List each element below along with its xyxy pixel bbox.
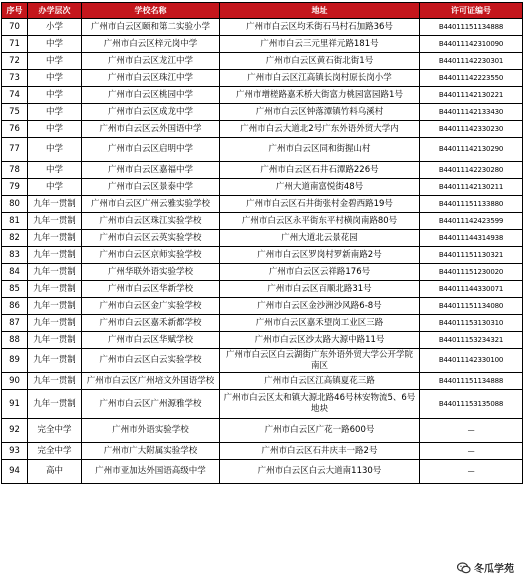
row-stage: 中学 xyxy=(28,87,82,104)
row-no: 77 xyxy=(2,138,28,162)
row-stage: 九年一贯制 xyxy=(28,315,82,332)
table-row xyxy=(2,349,523,373)
row-no: 94 xyxy=(2,460,28,484)
row-license: B44011142130211 xyxy=(420,179,523,196)
school-license-table xyxy=(1,2,523,484)
row-address: 广州市白云区广花一路600号 xyxy=(220,419,420,443)
row-no: 80 xyxy=(2,196,28,213)
row-license: B44011151134888 xyxy=(420,373,523,390)
header-stage: 办学层次 xyxy=(28,3,82,19)
row-address: 广州市白云三元里祥元路181号 xyxy=(220,36,420,53)
row-license: — xyxy=(420,419,523,443)
row-stage: 中学 xyxy=(28,162,82,179)
row-no: 90 xyxy=(2,373,28,390)
row-school-name: 广州市白云区成龙中学 xyxy=(82,104,220,121)
row-address: 广州市白云大道北2号广东外语外贸大学内 xyxy=(220,121,420,138)
table-row xyxy=(2,264,523,281)
row-no: 85 xyxy=(2,281,28,298)
row-school-name: 广州市白云区广州云雅实验学校 xyxy=(82,196,220,213)
row-stage: 中学 xyxy=(28,70,82,87)
row-school-name: 广州市白云区珠江中学 xyxy=(82,70,220,87)
row-school-name: 广州市白云区景泰中学 xyxy=(82,179,220,196)
row-no: 73 xyxy=(2,70,28,87)
table-row xyxy=(2,247,523,264)
table-row xyxy=(2,138,523,162)
row-address: 广州市白云区罗岗村罗新南路2号 xyxy=(220,247,420,264)
row-stage: 中学 xyxy=(28,104,82,121)
row-address: 广州市白云区同和街握山村 xyxy=(220,138,420,162)
table-row xyxy=(2,104,523,121)
table-row xyxy=(2,230,523,247)
table-row xyxy=(2,36,523,53)
row-school-name: 广州市白云区广州培文外国语学校 xyxy=(82,373,220,390)
row-address: 广州市白云区永平街东平村横岗南路80号 xyxy=(220,213,420,230)
row-address: 广州市白云区白云大道南1130号 xyxy=(220,460,420,484)
header-no: 序号 xyxy=(2,3,28,19)
row-stage: 九年一贯制 xyxy=(28,281,82,298)
row-school-name: 广州华联外语实验学校 xyxy=(82,264,220,281)
table-row xyxy=(2,121,523,138)
row-stage: 中学 xyxy=(28,36,82,53)
header-address: 地址 xyxy=(220,3,420,19)
table-row xyxy=(2,196,523,213)
row-license: B44011151134080 xyxy=(420,298,523,315)
row-address: 广州市白云区云祥路176号 xyxy=(220,264,420,281)
row-address: 广州市白云区均禾街石马村石加路36号 xyxy=(220,19,420,36)
row-no: 89 xyxy=(2,349,28,373)
watermark-text: 冬瓜学苑 xyxy=(474,564,514,575)
row-license: B44011151133880 xyxy=(420,196,523,213)
table-row xyxy=(2,281,523,298)
table-row xyxy=(2,179,523,196)
row-stage: 中学 xyxy=(28,138,82,162)
row-stage: 九年一贯制 xyxy=(28,213,82,230)
row-license: B44011144314938 xyxy=(420,230,523,247)
row-address: 广州市白云区太和镇大源北路46号林安物流5、6号地块 xyxy=(220,390,420,419)
table-row xyxy=(2,443,523,460)
row-no: 75 xyxy=(2,104,28,121)
row-license: B44011153234321 xyxy=(420,332,523,349)
row-stage: 九年一贯制 xyxy=(28,298,82,315)
header-license: 许可证编号 xyxy=(420,3,523,19)
table-row xyxy=(2,87,523,104)
row-stage: 九年一贯制 xyxy=(28,373,82,390)
table-row xyxy=(2,70,523,87)
row-license: B44011151130321 xyxy=(420,247,523,264)
row-license: B44011142223550 xyxy=(420,70,523,87)
row-license: B44011151230020 xyxy=(420,264,523,281)
row-address: 广州市白云区石井庆丰一路2号 xyxy=(220,443,420,460)
row-stage: 九年一贯制 xyxy=(28,390,82,419)
row-license: B44011142230280 xyxy=(420,162,523,179)
table-row xyxy=(2,162,523,179)
row-stage: 小学 xyxy=(28,19,82,36)
row-no: 83 xyxy=(2,247,28,264)
table-row xyxy=(2,315,523,332)
row-license: B44011142310090 xyxy=(420,36,523,53)
row-stage: 中学 xyxy=(28,179,82,196)
wechat-icon xyxy=(457,562,471,574)
row-license: B44011142230301 xyxy=(420,53,523,70)
row-no: 93 xyxy=(2,443,28,460)
table-row xyxy=(2,298,523,315)
row-school-name: 广州市白云区颐和第二实验小学 xyxy=(82,19,220,36)
table-row xyxy=(2,373,523,390)
row-school-name: 广州市白云区华赋学校 xyxy=(82,332,220,349)
row-address: 广州市白云区黄石街北街1号 xyxy=(220,53,420,70)
row-no: 88 xyxy=(2,332,28,349)
table-body xyxy=(2,19,523,484)
row-no: 79 xyxy=(2,179,28,196)
row-license: — xyxy=(420,443,523,460)
row-no: 81 xyxy=(2,213,28,230)
row-address: 广州市白云区江高镇长岗村原长岗小学 xyxy=(220,70,420,87)
row-license: B44011142423599 xyxy=(420,213,523,230)
row-school-name: 广州市白云区龙江中学 xyxy=(82,53,220,70)
row-stage: 九年一贯制 xyxy=(28,247,82,264)
row-license: B44011142130221 xyxy=(420,87,523,104)
row-stage: 高中 xyxy=(28,460,82,484)
row-no: 74 xyxy=(2,87,28,104)
row-stage: 中学 xyxy=(28,53,82,70)
row-license: B44011142130290 xyxy=(420,138,523,162)
header-school-name: 学校名称 xyxy=(82,3,220,19)
row-school-name: 广州市白云区启明中学 xyxy=(82,138,220,162)
row-no: 91 xyxy=(2,390,28,419)
row-no: 71 xyxy=(2,36,28,53)
row-address: 广州大道北云景花园 xyxy=(220,230,420,247)
table-row xyxy=(2,19,523,36)
row-school-name: 广州市白云区云英实验学校 xyxy=(82,230,220,247)
row-stage: 完全中学 xyxy=(28,419,82,443)
row-school-name: 广州市白云区华新学校 xyxy=(82,281,220,298)
row-stage: 九年一贯制 xyxy=(28,230,82,247)
row-school-name: 广州市白云区金广实验学校 xyxy=(82,298,220,315)
row-address: 广州市白云区江高镇夏花三路 xyxy=(220,373,420,390)
row-address: 广州市白云区金沙洲沙风路6-8号 xyxy=(220,298,420,315)
row-school-name: 广州市白云区梓元岗中学 xyxy=(82,36,220,53)
row-no: 86 xyxy=(2,298,28,315)
table-row xyxy=(2,213,523,230)
row-license: — xyxy=(420,460,523,484)
row-stage: 中学 xyxy=(28,121,82,138)
row-address: 广州市白云区钟落潭镇竹料乌溪村 xyxy=(220,104,420,121)
row-license: B44011142133430 xyxy=(420,104,523,121)
row-no: 76 xyxy=(2,121,28,138)
row-stage: 九年一贯制 xyxy=(28,196,82,213)
row-no: 84 xyxy=(2,264,28,281)
row-school-name: 广州市外语实验学校 xyxy=(82,419,220,443)
row-stage: 九年一贯制 xyxy=(28,332,82,349)
row-school-name: 广州市白云区桃园中学 xyxy=(82,87,220,104)
row-no: 78 xyxy=(2,162,28,179)
row-school-name: 广州市广大附属实验学校 xyxy=(82,443,220,460)
row-school-name: 广州市白云区嘉福中学 xyxy=(82,162,220,179)
table-header-row xyxy=(2,3,523,19)
row-license: B44011142330230 xyxy=(420,121,523,138)
row-license: B44011142330100 xyxy=(420,349,523,373)
table-row xyxy=(2,460,523,484)
row-school-name: 广州市白云区嘉禾新都学校 xyxy=(82,315,220,332)
row-stage: 九年一贯制 xyxy=(28,349,82,373)
table-row xyxy=(2,53,523,70)
row-school-name: 广州市亚加达外国语高级中学 xyxy=(82,460,220,484)
row-address: 广州大道南富悦街48号 xyxy=(220,179,420,196)
row-school-name: 广州市白云区京师实验学校 xyxy=(82,247,220,264)
table-row xyxy=(2,332,523,349)
row-no: 92 xyxy=(2,419,28,443)
row-no: 70 xyxy=(2,19,28,36)
row-license: B44011153135088 xyxy=(420,390,523,419)
row-no: 72 xyxy=(2,53,28,70)
watermark xyxy=(454,559,517,576)
row-license: B44011153130310 xyxy=(420,315,523,332)
row-address: 广州市白云区白云湖街广东外语外贸大学公开学院南区 xyxy=(220,349,420,373)
table-row xyxy=(2,419,523,443)
row-stage: 九年一贯制 xyxy=(28,264,82,281)
row-address: 广州市增槎路嘉禾桥大街富力桃园富园路1号 xyxy=(220,87,420,104)
row-address: 广州市白云区石井石潭路226号 xyxy=(220,162,420,179)
row-license: B44011151134888 xyxy=(420,19,523,36)
row-address: 广州市白云区百顺北路31号 xyxy=(220,281,420,298)
row-school-name: 广州市白云区白云实验学校 xyxy=(82,349,220,373)
row-stage: 完全中学 xyxy=(28,443,82,460)
row-license: B44011144330071 xyxy=(420,281,523,298)
row-school-name: 广州市白云区云外国语中学 xyxy=(82,121,220,138)
row-no: 82 xyxy=(2,230,28,247)
row-address: 广州市白云区沙太路大源中路11号 xyxy=(220,332,420,349)
row-school-name: 广州市白云区广州源雅学校 xyxy=(82,390,220,419)
row-no: 87 xyxy=(2,315,28,332)
row-address: 广州市白云区石井街张村金碧西路19号 xyxy=(220,196,420,213)
row-address: 广州市白云区嘉禾望岗工业区三路 xyxy=(220,315,420,332)
row-school-name: 广州市白云区珠江实验学校 xyxy=(82,213,220,230)
table-row xyxy=(2,390,523,419)
